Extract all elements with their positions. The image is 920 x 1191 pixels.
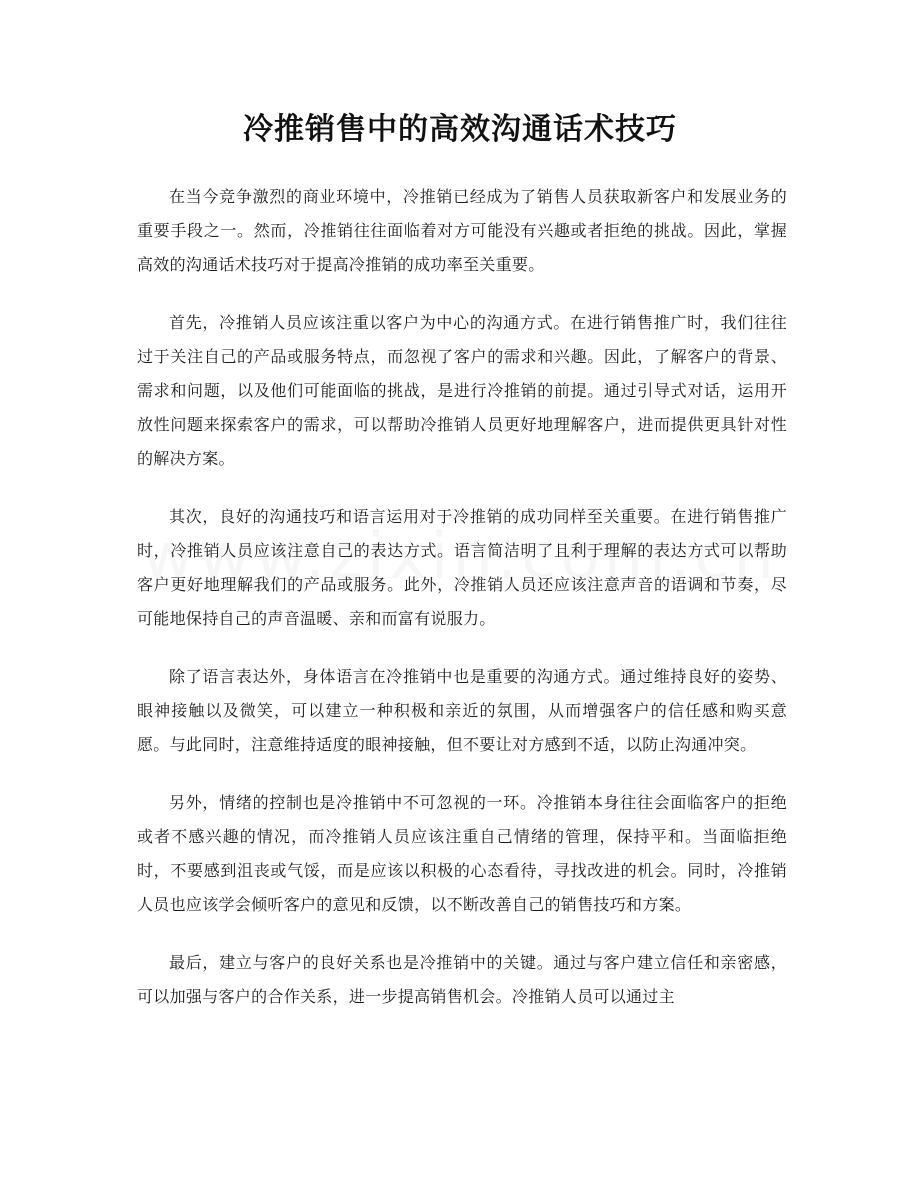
paragraph-6: 最后，建立与客户的良好关系也是冷推销中的关键。通过与客户建立信任和亲密感，可以加强与客户的合作关系，进一步提高销售机会。冷推销人员可以通过主 (137, 953, 787, 1006)
document-title: 冷推销售中的高效沟通话术技巧 (243, 112, 677, 147)
paragraph-3: 其次，良好的沟通技巧和语言运用对于冷推销的成功同样至关重要。在进行销售推广时，冷推销人员应该注意自己的表达方式。语言简洁明了且利于理解的表达方式可以帮助客户更好地理解我们的产品或服务。此外，冷推销人员还应该注意声音的语调和节奏，尽可能地保持自己的声音温暖、亲和而富有说服力。 (137, 507, 787, 628)
paragraph-1: 在当今竞争激烈的商业环境中，冷推销已经成为了销售人员获取新客户和发展业务的重要手段之一。然而，冷推销往往面临着对方可能没有兴趣或者拒绝的挑战。因此，掌握高效的沟通话术技巧对于提高冷推销的成功率至关重要。 (137, 187, 787, 274)
document-body (137, 180, 787, 1038)
paragraph-4: 除了语言表达外，身体语言在冷推销中也是重要的沟通方式。通过维持良好的姿势、眼神接触以及微笑，可以建立一种积极和亲近的氛围，从而增强客户的信任感和购买意愿。与此同时，注意维持适度的眼神接触，但不要让对方感到不适，以防止沟通冲突。 (137, 667, 787, 754)
paragraph-5: 另外，情绪的控制也是冷推销中不可忽视的一环。冷推销本身往往会面临客户的拒绝或者不感兴趣的情况，而冷推销人员应该注重自己情绪的管理，保持平和。当面临拒绝时，不要感到沮丧或气馁，而是应该以积极的心态看待，寻找改进的机会。同时，冷推销人员也应该学会倾听客户的意见和反馈，以不断改善自己的销售技巧和方案。 (137, 793, 787, 914)
paragraph-2: 首先，冷推销人员应该注重以客户为中心的沟通方式。在进行销售推广时，我们往往过于关注自己的产品或服务特点，而忽视了客户的需求和兴趣。因此，了解客户的背景、需求和问题，以及他们可能面临的挑战，是进行冷推销的前提。通过引导式对话，运用开放性问题来探索客户的需求，可以帮助冷推销人员更好地理解客户，进而提供更具针对性的解决方案。 (137, 313, 787, 468)
